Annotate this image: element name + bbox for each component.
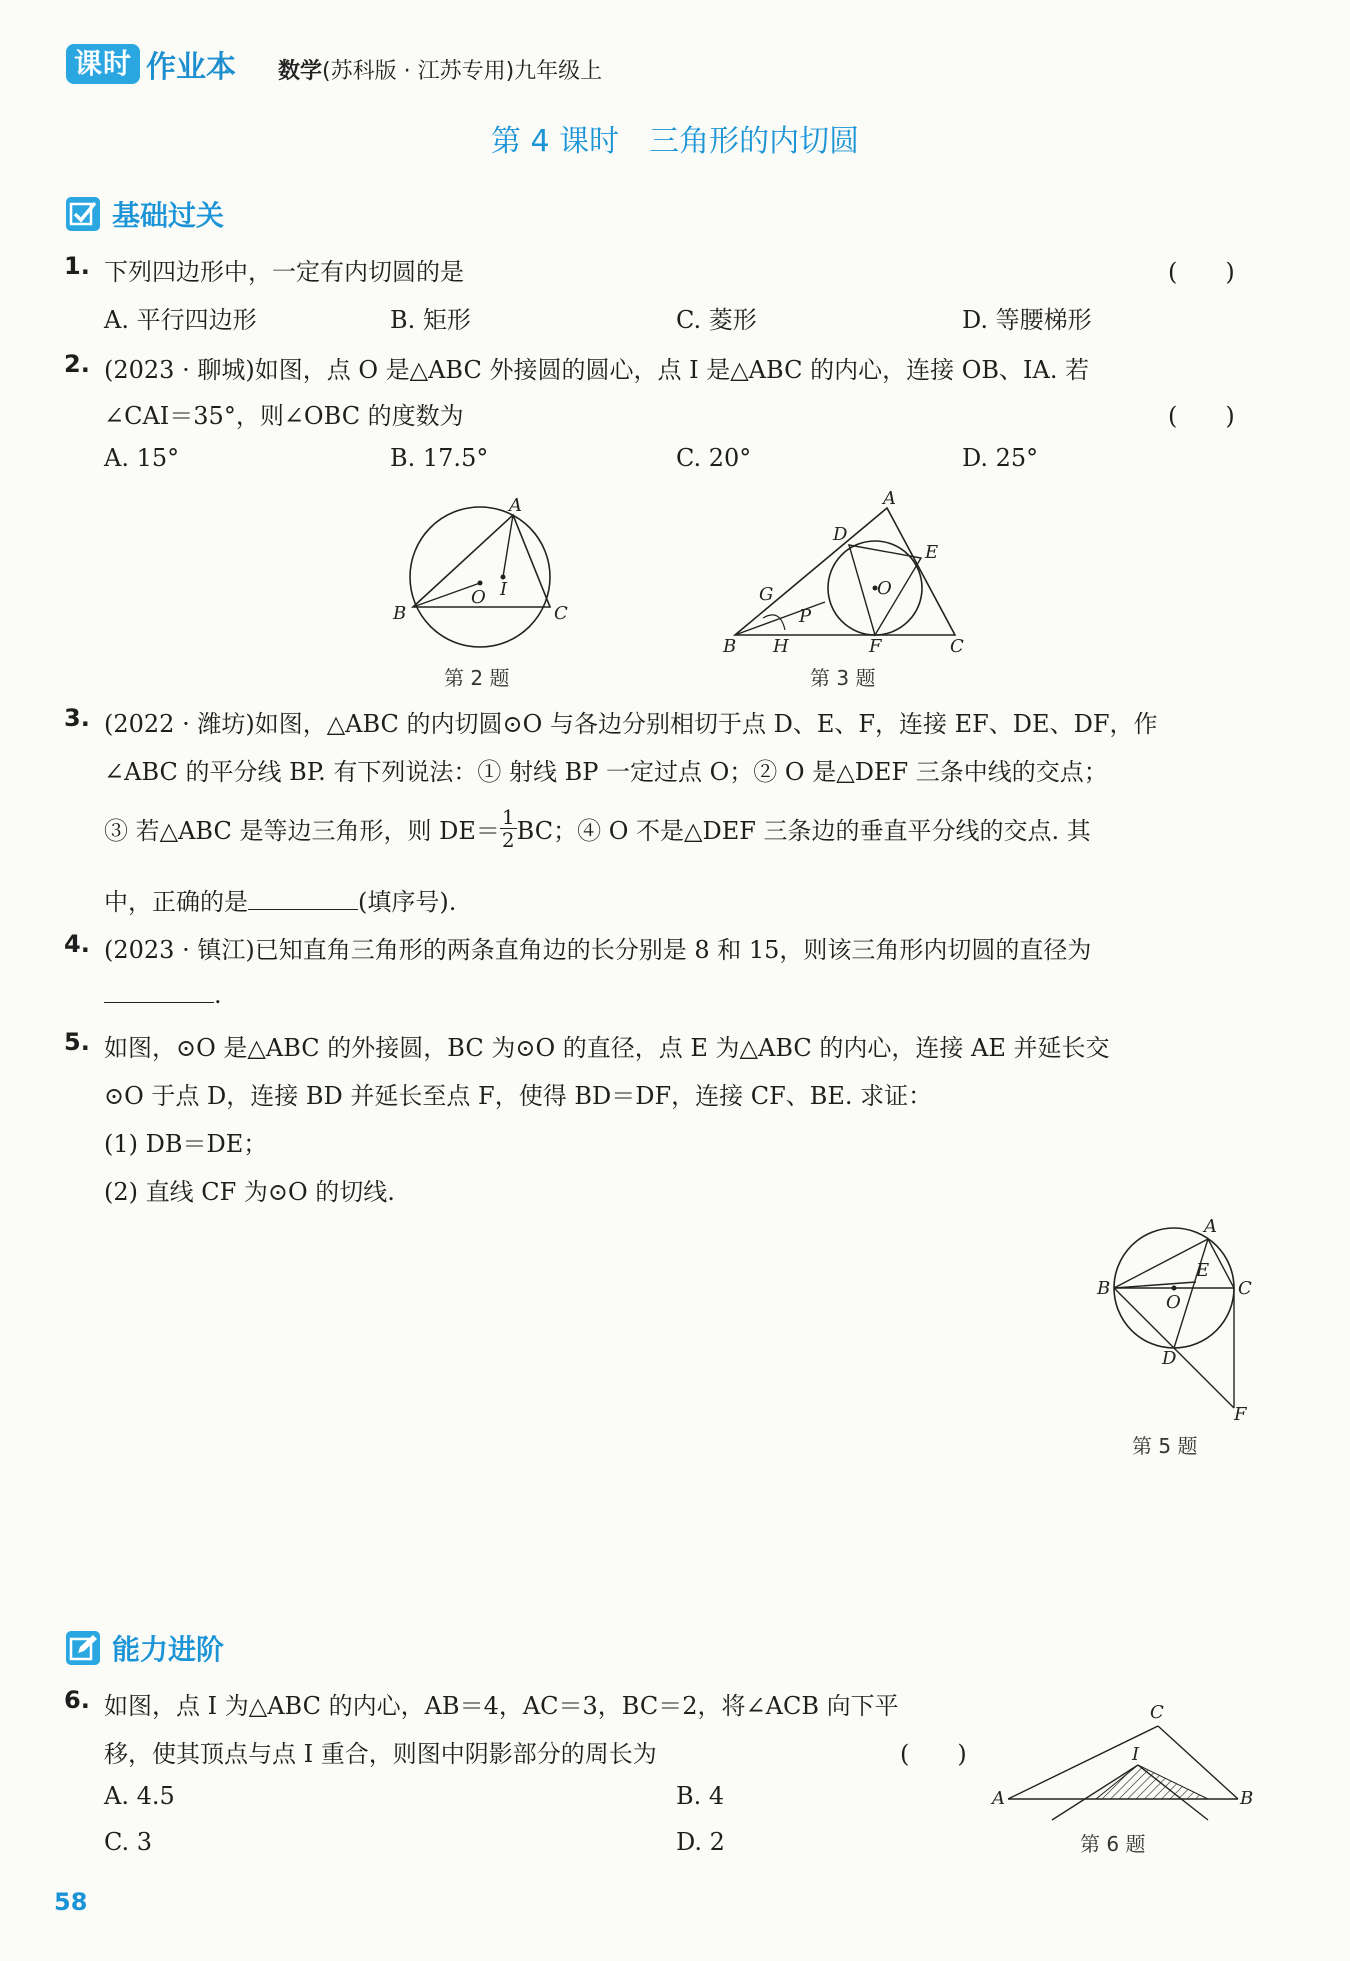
fig3-label-e: E <box>925 542 939 563</box>
q5-text-line2: ⊙O 于点 D，连接 BD 并延长至点 F，使得 BD＝DF，连接 CF、BE. 求证： <box>104 1082 933 1110</box>
fig3-label-d: D <box>833 524 848 545</box>
fig5-label-f: F <box>1234 1404 1247 1425</box>
fig6-shaded-region <box>1096 1765 1208 1799</box>
section-basic <box>66 194 224 234</box>
fig3-label-h: H <box>773 636 789 657</box>
q3-text-line2: ∠ABC 的平分线 BP. 有下列说法：① 射线 BP 一定过点 O；② O 是△DEF 三条中线的交点； <box>104 758 1108 786</box>
logo-box: 课时 <box>66 44 140 84</box>
subject: 数学 <box>278 59 323 84</box>
q6-answer-paren: ( ) <box>900 1740 967 1768</box>
logo-text: 作业本 <box>146 50 237 85</box>
fig6-label-c: C <box>1150 1702 1164 1723</box>
fig3-label-p: P <box>799 606 812 627</box>
q1-text: 下列四边形中，一定有内切圆的是 <box>104 258 464 286</box>
q3-frac-den: 2 <box>501 828 515 852</box>
q3-text-line1: (2022 · 潍坊)如图，△ABC 的内切圆⊙O 与各边分别相切于点 D、E、F，连接 EF、DE、DF，作 <box>104 710 1158 738</box>
fig2-segment-ia <box>503 515 513 577</box>
q2-text-line1: (2023 · 聊城)如图，点 O 是△ABC 外接圆的圆心，点 I 是△ABC 的内心，连接 OB、IA. 若 <box>104 356 1090 384</box>
fig5-label-d: D <box>1162 1348 1177 1369</box>
fig5-segment-ab <box>1114 1239 1208 1288</box>
lesson-title: 第 4 课时 三角形的内切圆 <box>490 124 860 159</box>
figure-5 <box>1090 1212 1265 1427</box>
q5-number: 5. <box>64 1028 90 1056</box>
q3-text-line4 <box>104 882 456 917</box>
fig6-label-a: A <box>992 1788 1005 1809</box>
fig5-segment-ac <box>1208 1239 1234 1288</box>
figure-3 <box>725 490 975 660</box>
q4-period: . <box>214 981 222 1009</box>
q3-line3-end: BC；④ O 不是△DEF 三条边的垂直平分线的交点. 其 <box>516 817 1091 845</box>
figure-6 <box>990 1690 1260 1820</box>
q6-option-b: B. 4 <box>676 1782 725 1810</box>
q6-option-a: A. 4.5 <box>104 1782 175 1810</box>
q2-option-c: C. 20° <box>676 444 752 472</box>
q6-text-line2: 移，使其顶点与点 I 重合，则图中阴影部分的周长为 <box>104 1740 657 1768</box>
fig2-label-c: C <box>554 603 568 624</box>
q5-part1: (1) DB＝DE； <box>104 1130 268 1158</box>
q4-number: 4. <box>64 930 90 958</box>
q3-line4-start: 中，正确的是 <box>104 888 248 916</box>
fig6-label-b: B <box>1240 1788 1254 1809</box>
section-advanced-title: 能力进阶 <box>112 1633 225 1666</box>
q2-option-b: B. 17.5° <box>390 444 489 472</box>
figure-2 <box>385 495 575 655</box>
fig3-label-a: A <box>883 488 896 509</box>
q2-number: 2. <box>64 350 90 378</box>
checkbox-icon <box>66 197 100 231</box>
q4-answer-blank[interactable] <box>104 980 214 1003</box>
q3-fraction <box>500 806 517 851</box>
section-advanced <box>66 1628 224 1668</box>
fig2-point-o <box>478 581 483 586</box>
fig2-label-a: A <box>509 495 522 516</box>
fig2-label-o: O <box>471 587 486 608</box>
fig5-label-e: E <box>1196 1260 1210 1281</box>
fig5-point-o <box>1172 1286 1177 1291</box>
header-logo <box>66 44 236 84</box>
pencil-icon <box>66 1631 100 1665</box>
section-basic-title: 基础过关 <box>112 199 225 232</box>
fig2-label-i: I <box>500 579 508 600</box>
header-subtitle <box>278 54 602 85</box>
fig3-label-b: B <box>723 636 737 657</box>
q5-part2: (2) 直线 CF 为⊙O 的切线. <box>104 1178 395 1206</box>
q1-option-a: A. 平行四边形 <box>104 306 257 334</box>
q6-text-line1: 如图，点 I 为△ABC 的内心，AB＝4，AC＝3，BC＝2，将∠ACB 向下平 <box>104 1692 899 1720</box>
q3-text-line3 <box>104 806 1091 851</box>
q2-answer-paren: ( ) <box>1168 402 1235 430</box>
q4-text-line2 <box>104 980 222 1009</box>
q1-answer-paren: ( ) <box>1168 258 1235 286</box>
q5-text-line1: 如图，⊙O 是△ABC 的外接圆，BC 为⊙O 的直径，点 E 为△ABC 的内心，连接 AE 并延长交 <box>104 1034 1110 1062</box>
q3-line4-end: (填序号). <box>358 888 457 916</box>
q3-frac-num: 1 <box>501 805 515 829</box>
q3-line3-start: ③ 若△ABC 是等边三角形，则 DE＝ <box>104 817 500 845</box>
q3-number: 3. <box>64 704 90 732</box>
q1-number: 1. <box>64 252 90 280</box>
edition: (苏科版 · 江苏专用)九年级上 <box>322 59 603 84</box>
fig3-label-c: C <box>950 636 964 657</box>
q6-option-d: D. 2 <box>676 1828 725 1856</box>
q6-number: 6. <box>64 1686 90 1714</box>
fig3-label-g: G <box>759 584 774 605</box>
q2-text-line2: ∠CAI＝35°，则∠OBC 的度数为 <box>104 402 464 430</box>
q1-option-b: B. 矩形 <box>390 306 471 334</box>
fig2-segment-ob <box>413 583 480 607</box>
fig5-label-o: O <box>1166 1292 1181 1313</box>
q1-option-c: C. 菱形 <box>676 306 757 334</box>
fig5-label-c: C <box>1238 1278 1252 1299</box>
fig5-caption: 第 5 题 <box>1132 1434 1198 1458</box>
fig6-caption: 第 6 题 <box>1080 1832 1146 1856</box>
q6-option-c: C. 3 <box>104 1828 153 1856</box>
q2-option-d: D. 25° <box>962 444 1039 472</box>
q3-answer-blank[interactable] <box>248 887 358 910</box>
fig5-label-b: B <box>1097 1278 1111 1299</box>
fig2-caption: 第 2 题 <box>444 666 510 690</box>
fig3-label-o: O <box>877 578 892 599</box>
q2-option-a: A. 15° <box>104 444 180 472</box>
fig2-circle <box>410 507 550 647</box>
page-number: 58 <box>54 1888 88 1916</box>
fig3-caption: 第 3 题 <box>810 666 876 690</box>
fig2-label-b: B <box>393 603 407 624</box>
q1-option-d: D. 等腰梯形 <box>962 306 1092 334</box>
fig5-segment-be <box>1114 1282 1196 1288</box>
q4-text-line1: (2023 · 镇江)已知直角三角形的两条直角边的长分别是 8 和 15，则该三角形内切圆的直径为 <box>104 936 1092 964</box>
fig3-label-f: F <box>869 636 882 657</box>
fig6-label-i: I <box>1132 1744 1140 1765</box>
fig5-label-a: A <box>1204 1216 1217 1237</box>
